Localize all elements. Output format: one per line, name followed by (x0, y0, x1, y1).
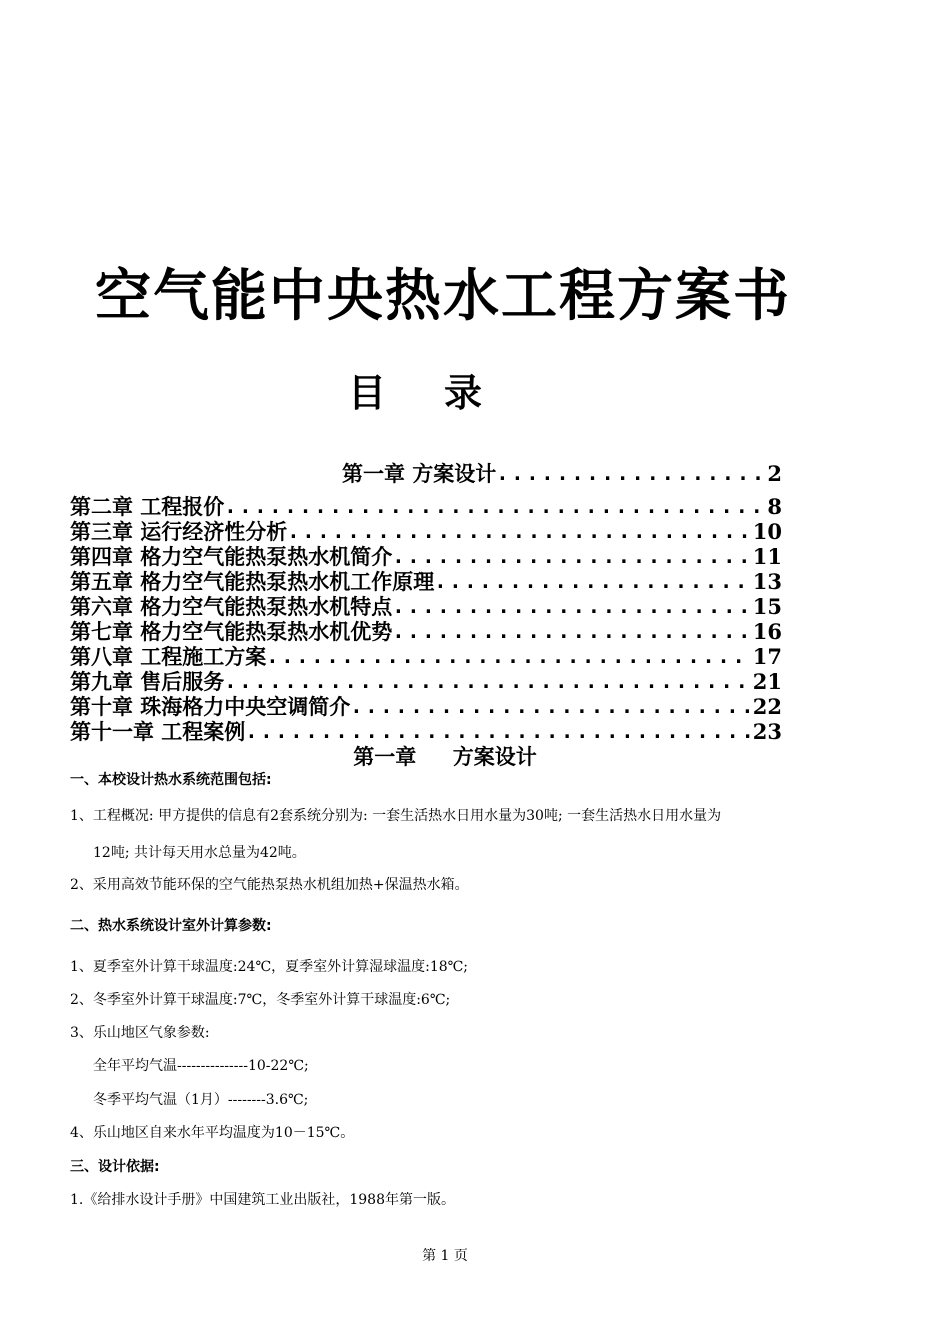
toc-entry-page: 10 (752, 519, 782, 544)
section-heading: 二、热水系统设计室外计算参数: (70, 918, 272, 934)
toc-entry-title: 第三章 运行经济性分析 (70, 519, 288, 544)
toc-entry-title: 第四章 格力空气能热泵热水机简介 (70, 544, 393, 569)
toc-entry[interactable] (70, 544, 782, 569)
toc-entry-page: 23 (752, 719, 782, 744)
toc-entry-page: 11 (752, 544, 782, 569)
toc-entry-title: 第二章 工程报价 (70, 494, 225, 519)
table-of-contents (70, 460, 782, 744)
toc-entry-page: 16 (752, 619, 782, 644)
toc-entry-title: 第六章 格力空气能热泵热水机特点 (70, 594, 393, 619)
toc-entry[interactable] (70, 460, 782, 486)
document-title: 空气能中央热水工程方案书 (95, 264, 791, 329)
toc-entry-page: 21 (752, 669, 782, 694)
toc-entry[interactable] (70, 519, 782, 544)
section-heading: 三、设计依据: (70, 1159, 160, 1175)
paragraph: 4、乐山地区自来水年平均温度为10－15℃。 (70, 1125, 355, 1141)
paragraph: 1、工程概况: 甲方提供的信息有2套系统分别为: 一套生活热水日用水量为30吨; 一套生活热水日用水量为 (70, 808, 722, 824)
toc-entry-page: 22 (752, 694, 782, 719)
toc-entry-title: 第一章 方案设计 (342, 461, 497, 486)
toc-leader-dots (392, 594, 750, 619)
toc-entry[interactable] (70, 669, 782, 694)
paragraph: 1、夏季室外计算干球温度:24℃，夏季室外计算湿球温度:18℃; (70, 959, 469, 975)
toc-entry[interactable] (70, 594, 782, 619)
toc-entry-page: 8 (767, 494, 782, 519)
toc-leader-dots (224, 669, 750, 694)
toc-entry-title: 第八章 工程施工方案 (70, 644, 267, 669)
toc-leader-dots (392, 619, 750, 644)
toc-entry-page: 15 (752, 594, 782, 619)
paragraph: 全年平均气温---------------10-22℃; (93, 1058, 309, 1074)
toc-entry[interactable] (70, 569, 782, 594)
paragraph: 1.《给排水设计手册》中国建筑工业出版社，1988年第一版。 (70, 1192, 455, 1208)
paragraph: 冬季平均气温（1月）--------3.6℃; (93, 1092, 309, 1108)
toc-entry-page: 2 (767, 461, 782, 486)
toc-entry[interactable] (70, 494, 782, 519)
toc-leader-dots (224, 494, 765, 519)
toc-entry-title: 第九章 售后服务 (70, 669, 225, 694)
toc-entry[interactable] (70, 719, 782, 744)
page-number: 第 1 页 (422, 1248, 468, 1264)
toc-entry-title: 第十一章 工程案例 (70, 719, 246, 744)
toc-heading: 目录 (347, 371, 540, 415)
toc-entry[interactable] (70, 694, 782, 719)
chapter-heading: 第一章 方案设计 (353, 744, 537, 769)
paragraph: 2、冬季室外计算干球温度:7℃，冬季室外计算干球温度:6℃; (70, 992, 451, 1008)
toc-leader-dots (266, 644, 750, 669)
toc-entry-page: 17 (752, 644, 782, 669)
toc-entry[interactable] (70, 644, 782, 669)
paragraph: 3、乐山地区气象参数: (70, 1025, 210, 1041)
paragraph: 2、采用高效节能环保的空气能热泵热水机组加热+保温热水箱。 (70, 877, 469, 893)
toc-entry-title: 第七章 格力空气能热泵热水机优势 (70, 619, 393, 644)
toc-leader-dots (496, 461, 765, 486)
toc-entry-page: 13 (752, 569, 782, 594)
toc-entry[interactable] (70, 619, 782, 644)
toc-leader-dots (434, 569, 750, 594)
toc-leader-dots (287, 519, 750, 544)
toc-leader-dots (350, 694, 750, 719)
toc-entry-title: 第五章 格力空气能热泵热水机工作原理 (70, 569, 435, 594)
toc-leader-dots (392, 544, 750, 569)
section-heading: 一、本校设计热水系统范围包括: (70, 772, 272, 788)
paragraph: 12吨; 共计每天用水总量为42吨。 (93, 845, 306, 861)
toc-entry-title: 第十章 珠海格力中央空调简介 (70, 694, 351, 719)
toc-leader-dots (245, 719, 750, 744)
